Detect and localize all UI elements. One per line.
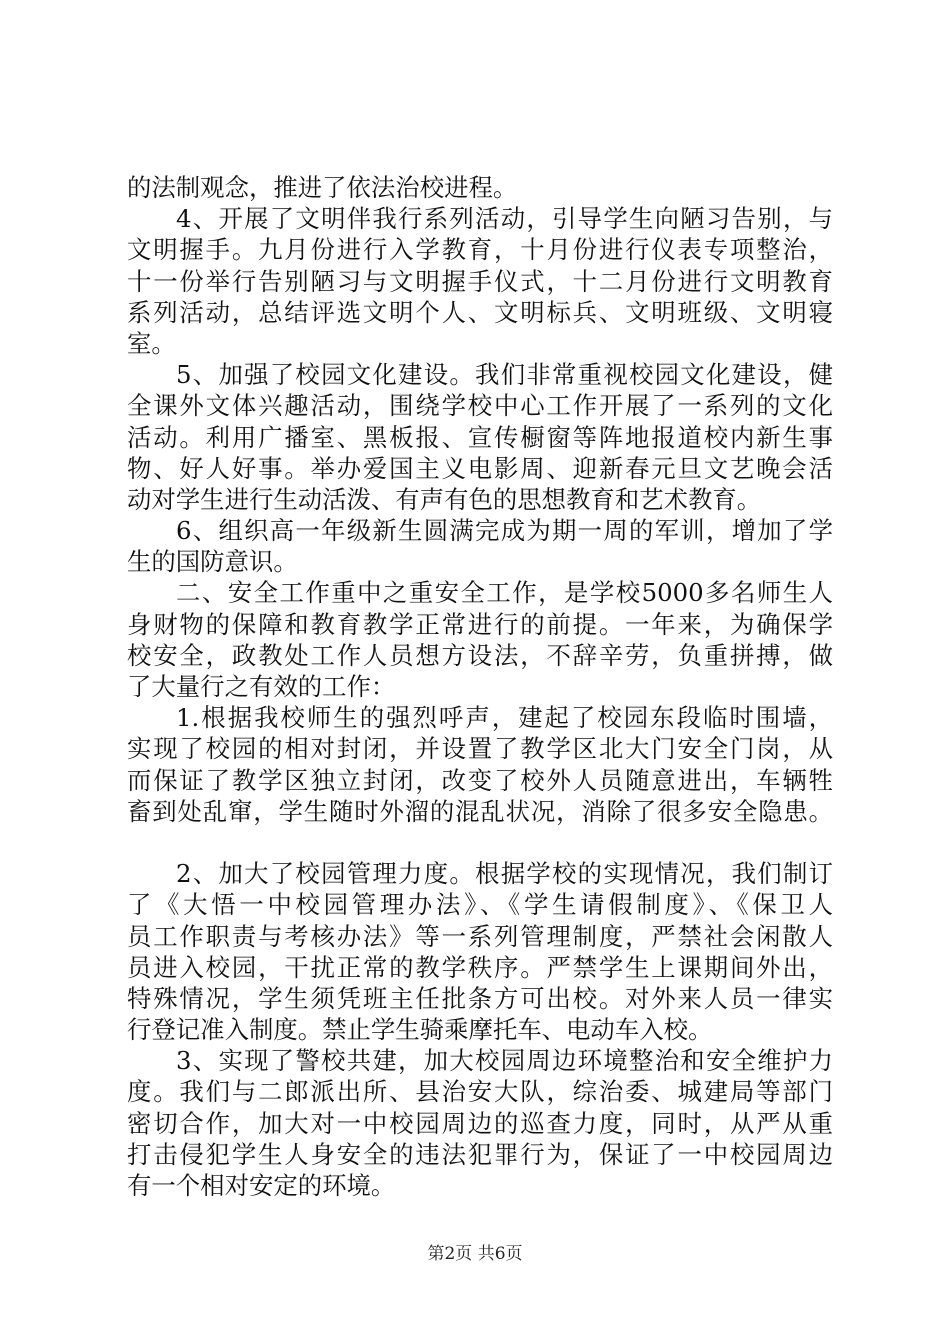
page-number-label: 第2页 共6页 [427, 1244, 523, 1264]
text-line: 5、加强了校园文化建设。我们非常重视校园文化建设，健 [176, 360, 833, 390]
text-line: 畜到处乱窜，学生随时外溜的混乱状况，消除了很多安全隐患。 [127, 796, 833, 826]
document-body [127, 172, 833, 1201]
text-line: 打击侵犯学生人身安全的违法犯罪行为，保证了一中校园周边 [127, 1139, 833, 1169]
text-line: 的法制观念，推进了依法治校进程。 [127, 173, 518, 202]
text-line: 文明握手。九月份进行入学教育，十月份进行仪表专项整治， [127, 235, 833, 265]
text-line: 生的国防意识。 [127, 547, 298, 577]
text-line: 室。 [127, 328, 176, 358]
text-line: 2、加大了校园管理力度。根据学校的实现情况，我们制订 [176, 859, 833, 889]
text-line: 员进入校园，干扰正常的教学秩序。严禁学生上课期间外出， [127, 952, 833, 982]
text-line: 二、安全工作重中之重安全工作，是学校5000多名师生人 [176, 578, 833, 608]
text-line: 全课外文体兴趣活动，围绕学校中心工作开展了一系列的文化 [127, 391, 833, 421]
text-line: 4、开展了文明伴我行系列活动，引导学生向陋习告别，与 [176, 204, 833, 234]
text-line: 密切合作，加大对一中校园周边的巡查力度，同时，从严从重 [127, 1108, 833, 1138]
text-line: 物、好人好事。举办爱国主义电影周、迎新春元旦文艺晚会活 [127, 453, 833, 483]
text-line: 十一份举行告别陋习与文明握手仪式，十二月份进行文明教育 [127, 266, 833, 296]
text-line: 行登记准入制度。禁止学生骑乘摩托车、电动车入校。 [127, 1015, 713, 1045]
text-line: 6、组织高一年级新生圆满完成为期一周的军训，增加了学 [176, 516, 833, 546]
text-line: 3、实现了警校共建，加大校园周边环境整治和安全维护力 [176, 1046, 833, 1076]
text-line: 了《大悟一中校园管理办法》、《学生请假制度》、《保卫人 [127, 890, 833, 920]
text-line: 有一个相对安定的环境。 [127, 1171, 396, 1200]
text-line: 而保证了教学区独立封闭，改变了校外人员随意进出，车辆牲 [127, 765, 833, 795]
text-line: 了大量行之有效的工作： [127, 672, 396, 701]
text-line: 活动。利用广播室、黑板报、宣传橱窗等阵地报道校内新生事 [127, 422, 833, 452]
text-line: 员工作职责与考核办法》等一系列管理制度，严禁社会闲散人 [127, 921, 833, 951]
text-line: 实现了校园的相对封闭，并设置了教学区北大门安全门岗，从 [127, 734, 833, 764]
text-line: 特殊情况，学生须凭班主任批条方可出校。对外来人员一律实 [127, 983, 833, 1013]
text-line: 身财物的保障和教育教学正常进行的前提。一年来，为确保学 [127, 609, 833, 639]
text-line: 校安全，政教处工作人员想方设法，不辞辛劳，负重拼搏，做 [127, 640, 833, 670]
blank-line [127, 827, 833, 858]
text-line: 1.根据我校师生的强烈呼声，建起了校园东段临时围墙， [176, 703, 833, 733]
page-footer [0, 1243, 950, 1265]
text-line: 系列活动，总结评选文明个人、文明标兵、文明班级、文明寝 [127, 297, 833, 327]
text-line: 动对学生进行生动活泼、有声有色的思想教育和艺术教育。 [127, 484, 762, 514]
text-line: 度。我们与二郎派出所、县治安大队，综治委、城建局等部门 [127, 1077, 833, 1107]
